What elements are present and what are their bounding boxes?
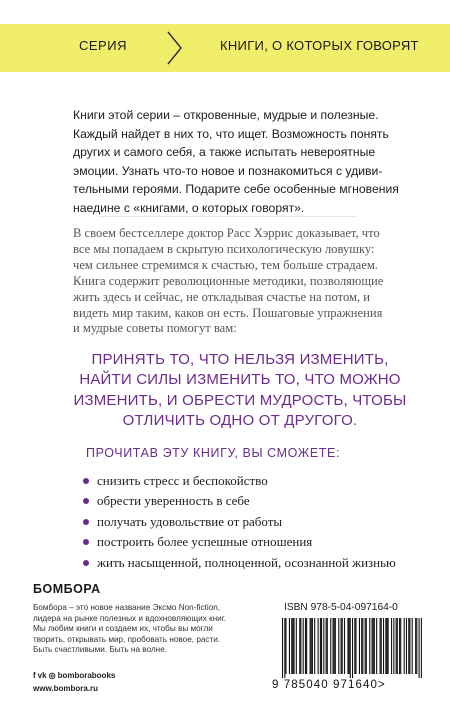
barcode-bar (332, 618, 333, 674)
barcode-bar (284, 618, 285, 678)
bullet-icon (83, 478, 89, 484)
divider (98, 216, 356, 217)
intro-line: Каждый найдет в них то, что ищет. Возможность понять (73, 126, 389, 141)
barcode-bar (366, 618, 367, 674)
barcode-bar (397, 618, 398, 674)
barcode-bar (291, 618, 292, 674)
barcode-bar (303, 618, 304, 674)
barcode-bar (334, 618, 335, 674)
barcode-bar (355, 618, 356, 674)
barcode-bar (314, 618, 315, 674)
barcode-bar (344, 618, 345, 674)
book-description (73, 226, 411, 337)
publisher-line: лидера на рынке полезных и вдохновляющих книг. (33, 613, 227, 623)
barcode-bar (327, 618, 328, 674)
barcode-bar (409, 618, 410, 674)
series-name: КНИГИ, О КОТОРЫХ ГОВОРЯТ (220, 38, 419, 53)
instagram-icon[interactable]: ◎ (48, 671, 56, 680)
barcode-bar (419, 618, 420, 678)
bullet-icon (83, 539, 89, 545)
intro-line: эмоции. Узнать что-то новое и познакомиться с удиви- (73, 163, 383, 178)
barcode-bar (365, 618, 366, 674)
publisher-description (33, 603, 263, 656)
barcode-bar (292, 618, 293, 674)
facebook-icon[interactable]: f (33, 671, 36, 680)
barcode-bar (393, 618, 394, 674)
barcode-bar (299, 618, 300, 674)
description-line: видеть мир таким, каков он есть. Пошаговые упражнения (73, 305, 383, 320)
barcode-bar (415, 618, 416, 674)
barcode-bar (312, 618, 313, 674)
benefits-title: ПРОЧИТАВ ЭТУ КНИГУ, ВЫ СМОЖЕТЕ: (86, 446, 341, 460)
barcode-bar (380, 618, 381, 674)
list-item-text: обрести уверенность в себе (97, 493, 250, 509)
barcode-bar (293, 618, 294, 674)
series-banner (0, 24, 450, 72)
intro-line: других и самого себя, а также испытать невероятные (73, 145, 376, 160)
description-line: В своем бестселлере доктор Расс Хэррис доказывает, что (73, 226, 380, 240)
barcode-bar (282, 618, 283, 678)
barcode-bar (373, 618, 374, 674)
barcode-bar (361, 618, 362, 674)
list-item (83, 471, 423, 491)
barcode-bar (352, 618, 353, 678)
highlight-quote (60, 350, 420, 432)
barcode-bar (372, 618, 373, 674)
series-intro (73, 106, 411, 218)
barcode-bar (350, 618, 351, 678)
barcode-bar (369, 618, 370, 674)
isbn-label: ISBN 978-5-04-097164-0 (284, 602, 398, 613)
barcode-bar (330, 618, 331, 674)
intro-line: тельными героями. Подарите себе особенные мгновения (73, 182, 399, 197)
benefits-list (83, 471, 423, 573)
barcode-bar (359, 618, 360, 674)
description-line: и мудрые советы помогут вам: (73, 321, 237, 336)
intro-line: наедине с «книгами, о которых говорят». (73, 200, 305, 215)
barcode-bar (383, 618, 384, 674)
bullet-icon (83, 498, 89, 504)
social-handle[interactable]: bomborabooks (57, 671, 116, 680)
barcode-bar (421, 618, 422, 678)
barcode-bar (320, 618, 321, 674)
quote-line: ПРИНЯТЬ ТО, ЧТО НЕЛЬЗЯ ИЗМЕНИТЬ, (91, 351, 389, 368)
barcode-bar (399, 618, 400, 674)
website-link[interactable]: www.bombora.ru (33, 684, 99, 693)
barcode-bar (347, 618, 348, 674)
barcode-digits: 9 785040 971640 (272, 679, 379, 691)
vk-icon[interactable]: vk (37, 671, 47, 680)
quote-line: ОТЛИЧИТЬ ОДНО ОТ ДРУГОГО. (122, 412, 358, 430)
list-item (83, 553, 423, 573)
publisher-logo: БОМБОРА (33, 582, 101, 596)
barcode-bar (289, 618, 290, 674)
description-line: все мы попадаем в скрытую психологическую ловушку: (73, 241, 375, 256)
bullet-icon (83, 560, 89, 566)
barcode-bar (310, 618, 311, 674)
barcode-bar (416, 618, 417, 674)
barcode-bar (341, 618, 342, 674)
barcode-bar (318, 618, 319, 674)
barcode-bar (349, 618, 350, 674)
barcode-suffix: > (378, 679, 386, 691)
barcode-bar (400, 618, 401, 674)
barcode-bar (381, 618, 382, 674)
list-item-text: снизить стресс и беспокойство (97, 473, 268, 488)
barcode-number (272, 679, 432, 691)
list-item-text: получать удовольствие от работы (97, 513, 283, 529)
description-line: чем сильнее стремимся к счастью, тем больше страдаем. (73, 257, 378, 272)
barcode-bar (362, 618, 363, 674)
quote-line: ИЗМЕНИТЬ, И ОБРЕСТИ МУДРОСТЬ, ЧТОБЫ (73, 391, 407, 409)
chevron-right-icon (166, 28, 184, 68)
barcode-bar (296, 618, 297, 674)
barcode-bar (404, 618, 405, 674)
list-item (83, 512, 423, 532)
description-line: жить здесь и сейчас, не откладывая счастье на потом, и (73, 289, 371, 304)
bullet-icon (83, 519, 89, 525)
barcode-bar (305, 618, 306, 674)
list-item (83, 491, 423, 511)
barcode (282, 618, 422, 678)
barcode-bar (391, 618, 392, 674)
series-label: СЕРИЯ (79, 38, 127, 53)
barcode-bar (326, 618, 327, 674)
social-links (33, 671, 115, 681)
barcode-bar (311, 618, 312, 674)
barcode-bar (300, 618, 301, 674)
publisher-line: Бомбора – это новое название Эксмо Non-fiction, (33, 603, 221, 612)
barcode-bar (408, 618, 409, 674)
barcode-bar (321, 618, 322, 674)
barcode-bar (406, 618, 407, 674)
barcode-bar (385, 618, 386, 674)
intro-line: Книги этой серии – откровенные, мудрые и полезные. (73, 108, 379, 122)
barcode-bar (342, 618, 343, 674)
list-item-text: построить более успешные отношения (97, 534, 313, 550)
list-item-text: жить насыщенной, полноценной, осознанной жизнью (97, 554, 396, 570)
publisher-line: Мы любим книги и создаем их, чтобы вы могли (33, 624, 213, 634)
barcode-bar (374, 618, 375, 674)
barcode-bar (396, 618, 397, 674)
barcode-bar (323, 618, 324, 674)
publisher-line: творить, открывать мир, пробовать новое, расти. (33, 634, 221, 644)
barcode-bar (306, 618, 307, 674)
barcode-bar (285, 618, 286, 674)
barcode-bar (388, 618, 389, 674)
barcode-bar (412, 618, 413, 674)
quote-line: НАЙТИ СИЛЫ ИЗМЕНИТЬ ТО, ЧТО МОЖНО (79, 371, 401, 389)
barcode-bar (335, 618, 336, 674)
barcode-bar (338, 618, 339, 674)
description-line: Книга содержит революционные методики, позволяющие (73, 273, 384, 288)
barcode-bar (354, 618, 355, 674)
barcode-bar (376, 618, 377, 674)
barcode-bar (386, 618, 387, 674)
list-item (83, 532, 423, 552)
publisher-line: Быть счастливыми. Быть на волне. (33, 645, 168, 655)
